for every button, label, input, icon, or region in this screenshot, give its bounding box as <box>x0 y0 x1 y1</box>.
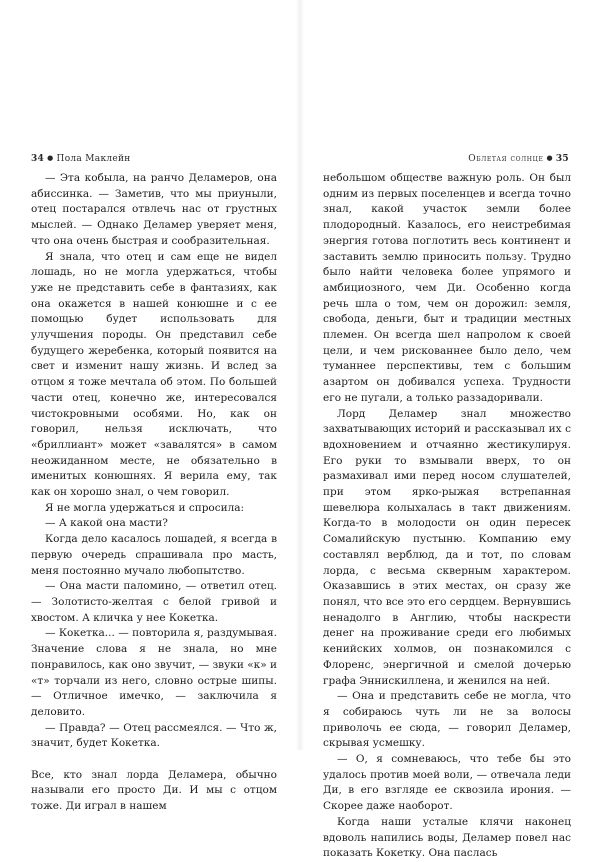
paragraph: Я знала, что отец и сам еще не видел лошадь, но не могла удержаться, чтобы уже не представить себе в фантазиях, как она окажется в нашей конюшне и с ее помощью будет использовать для улучшения породы. Он представил себе будущего жеребенка, который появится на свет и изменит нашу жизнь. И вслед за отцом я тоже мечтала об этом. По большей части отец, конечно же, интересовался чистокровными особями. Но, как он говорил, нельзя исключать, что «бриллиант» может «завалятся» в самом неожиданном месте, не обязательно в именитых конюшнях. Я верила ему, так как он хорошо знал, о чем говорил. <box>31 250 277 499</box>
paragraph: Когда наши усталые клячи наконец вдоволь напились воды, Деламер повел нас показать Кокетку. Она паслась <box>323 815 571 860</box>
left-header-author: Пола Маклейн <box>56 154 131 164</box>
right-page-text <box>323 171 571 862</box>
paragraph: Я не могла удержаться и спросила: <box>45 501 245 514</box>
paragraph: — О, я сомневаюсь, что тебе бы это удалось против моей воли, — отвечала леди Ди, в его взгляде ее сквозила ирония. — Скорее даже наоборот. <box>323 753 571 813</box>
paragraph: — Она и представить себе не могла, что я собираюсь чуть ли не за волосы приволочь ее сюда, — говорил Деламер, скрывая усмешку. <box>323 690 571 750</box>
left-page <box>0 0 300 813</box>
paragraph: — Кокетка... — повторила я, раздумывая. Значение слова я не знала, но мне понравилось, как оно звучит, — звуки «к» и «т» торчали из него, словно острые шипы. — Отличное имечко, — заключила я деловито. <box>31 627 277 718</box>
left-page-text <box>31 171 277 815</box>
paragraph: — Эта кобыла, на ранчо Деламеров, она абиссинка. — Заметив, что мы приуныли, отец постарался отвлечь нас от грустных мыслей. — Однако Деламер уверяет меня, что она очень быстрая и сообразительная. <box>31 172 277 247</box>
header-bullet-icon: ● <box>546 154 553 162</box>
paragraph: — Она масти паломино, — ответил отец. — Золотисто-желтая с белой гривой и хвостом. А кличка у нее Кокетка. <box>31 580 277 624</box>
right-page <box>300 0 600 860</box>
header-bullet-icon: ● <box>47 154 54 162</box>
right-running-header <box>468 154 569 164</box>
right-header-title: Облетая солнце <box>468 154 544 164</box>
paragraph: — А какой она масти? <box>45 517 168 530</box>
continued-paragraph: небольшом обществе важную роль. Он был одним из первых поселенцев и всегда точно знал, какой участок земли более плодородный. Казалось, его неистребимая энергия готова поглотить весь континент и заставить землю приносить пользу. Трудно было найти человека более упрямого и амбициозного, чем Ди. Особенно когда речь шла о том, чем он дорожил: земля, свобода, деньги, быт и традиции местных племен. Он всегда шел напролом к своей цели, и чем рискованнее было дело, чем туманнее перспективы, тем с большим азартом он добивался успеха. Трудности его не пугали, а только раззадоривали. <box>323 172 571 404</box>
section-paragraph: Все, кто знал лорда Деламера, обычно называли его просто Ди. И мы с отцом тоже. Ди играл в нашем <box>31 768 277 813</box>
paragraph: — Правда? — Отец рассмеялся. — Что ж, значит, будет Кокетка. <box>31 721 277 750</box>
left-page-number: 34 <box>31 154 45 164</box>
paragraph: Когда дело касалось лошадей, я всегда в первую очередь спрашивала про масть, меня постоянно мучало любопытство. <box>31 533 277 577</box>
paragraph: Лорд Деламер знал множество захватывающих историй и рассказывал их с вдохновением и отчаянно жестикулируя. Его руки то взмывали вверх, то он размахивал ими перед носом слушателей, при этом ярко-рыжая встрепанная шевелюра колыхалась в такт движениям. Когда-то в молодости он один пересек Сомалийскую пустыню. Компанию ему составлял верблюд, да и тот, по словам лорда, с весьма скверным характером. Оказавшись в этих местах, он сразу же понял, что все это его сердцем. Вернувшись ненадолго в Англию, чтобы наскрести денег на проживание среди его любимых кенийских холмов, он познакомился с Флоренс, энергичной и смелой дочерью графа Эннискиллена, и женился на ней. <box>323 407 571 687</box>
left-running-header <box>31 154 131 164</box>
right-page-number: 35 <box>555 154 569 164</box>
